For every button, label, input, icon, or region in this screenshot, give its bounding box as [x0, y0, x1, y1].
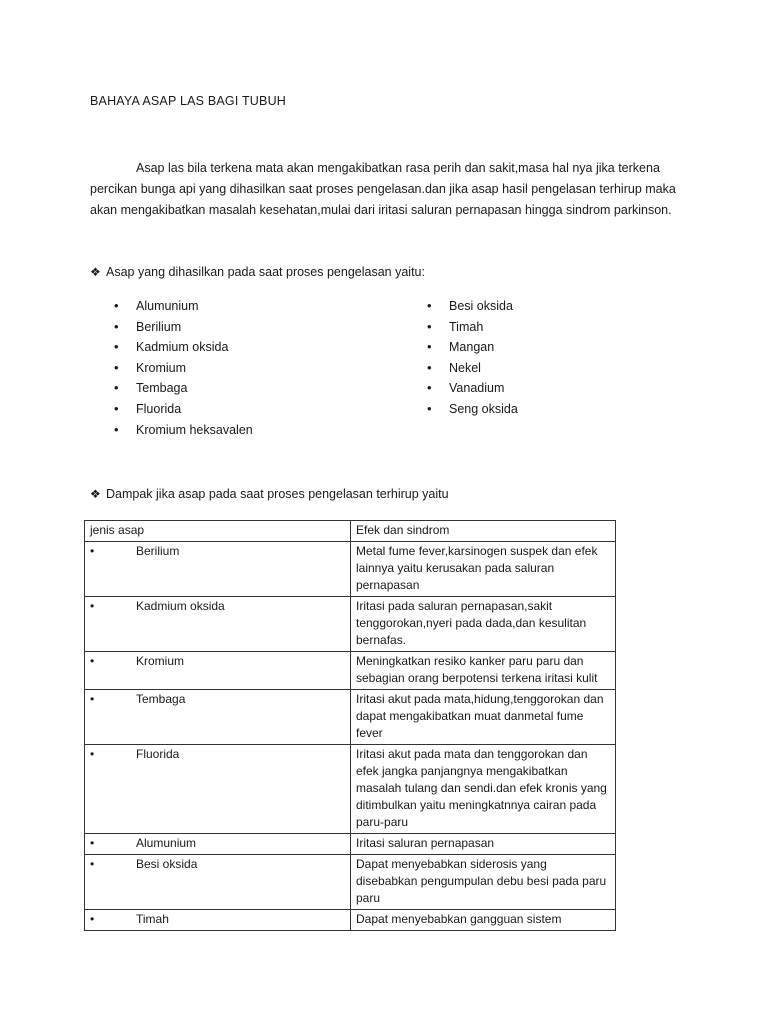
smoke-list-left	[114, 296, 253, 440]
list-item: • Berilium	[114, 317, 253, 338]
table-cell-name: • Kromium	[85, 652, 351, 690]
list-item: • Tembaga	[114, 378, 253, 399]
table-cell-effect: Iritasi saluran pernapasan	[351, 834, 616, 855]
list-item: • Kromium	[114, 358, 253, 379]
table-header-row	[85, 521, 616, 542]
table-header-cell: Efek dan sindrom	[351, 521, 616, 542]
table-cell-name: • Tembaga	[85, 690, 351, 745]
list-item: • Timah	[427, 317, 518, 338]
table-cell-effect: Iritasi pada saluran pernapasan,sakit tenggorokan,nyeri pada dada,dan kesulitan bernafas.	[351, 597, 616, 652]
bullet-icon: •	[90, 692, 95, 706]
table-cell-name: • Besi oksida	[85, 855, 351, 910]
table-row	[85, 542, 616, 597]
intro-paragraph: Asap las bila terkena mata akan mengakibatkan rasa perih dan sakit,masa hal nya jika terkena percikan bunga api yang dihasilkan saat proses pengelasan.dan jika asap hasil pengelasan terhirup maka akan mengakibatkan masalah kesehatan,mulai dari iritasi saluran pernapasan hingga sindrom parkinson.	[90, 161, 676, 217]
table-cell-name: • Fluorida	[85, 745, 351, 834]
bullet-icon: •	[90, 747, 95, 761]
list-item: • Alumunium	[114, 296, 253, 317]
table-cell-effect: Metal fume fever,karsinogen suspek dan efek lainnya yaitu kerusakan pada saluran pernapasan	[351, 542, 616, 597]
table-cell-name: • Timah	[85, 910, 351, 931]
table-cell-name: • Kadmium oksida	[85, 597, 351, 652]
list-item: • Kromium heksavalen	[114, 420, 253, 441]
bullet-icon: •	[90, 857, 95, 871]
table-cell-name: • Alumunium	[85, 834, 351, 855]
table-header-cell: jenis asap	[85, 521, 351, 542]
section-heading-smoke-types	[90, 265, 425, 279]
list-item: • Vanadium	[427, 378, 518, 399]
list-item: • Mangan	[427, 337, 518, 358]
smoke-list-right	[427, 296, 518, 420]
table-cell-effect: Meningkatkan resiko kanker paru paru dan sebagian orang berpotensi terkena iritasi kulit	[351, 652, 616, 690]
table-cell-effect: Dapat menyebabkan siderosis yang disebabkan pengumpulan debu besi pada paru paru	[351, 855, 616, 910]
table-row	[85, 855, 616, 910]
diamond-bullet-icon: ❖	[90, 487, 101, 501]
table-cell-name: • Berilium	[85, 542, 351, 597]
bullet-icon: •	[90, 912, 95, 926]
diamond-bullet-icon: ❖	[90, 265, 101, 279]
bullet-icon: •	[90, 836, 95, 850]
table-cell-effect: Dapat menyebabkan gangguan sistem	[351, 910, 616, 931]
list-item: • Kadmium oksida	[114, 337, 253, 358]
table-row	[85, 834, 616, 855]
table-cell-effect: Iritasi akut pada mata dan tenggorokan dan efek jangka panjangnya mengakibatkan masalah tulang dan sendi.dan efek kronis yang ditimbulkan yaitu meningkatnnya cairan pada paru-paru	[351, 745, 616, 834]
table-row	[85, 745, 616, 834]
list-item: • Fluorida	[114, 399, 253, 420]
bullet-icon: •	[90, 599, 95, 613]
section-heading-text: Asap yang dihasilkan pada saat proses pengelasan yaitu:	[106, 265, 425, 279]
table-cell-effect: Iritasi akut pada mata,hidung,tenggorokan dan dapat mengakibatkan muat danmetal fume fever	[351, 690, 616, 745]
list-item: • Besi oksida	[427, 296, 518, 317]
table-row	[85, 910, 616, 931]
table-row	[85, 597, 616, 652]
table-row	[85, 652, 616, 690]
bullet-icon: •	[90, 654, 95, 668]
effects-table	[84, 520, 616, 931]
table-row	[85, 690, 616, 745]
bullet-icon: •	[90, 544, 95, 558]
section-heading-effects	[90, 487, 449, 501]
document-title: BAHAYA ASAP LAS BAGI TUBUH	[90, 94, 287, 108]
list-item: • Nekel	[427, 358, 518, 379]
list-item: • Seng oksida	[427, 399, 518, 420]
section-heading-text: Dampak jika asap pada saat proses pengelasan terhirup yaitu	[106, 487, 449, 501]
